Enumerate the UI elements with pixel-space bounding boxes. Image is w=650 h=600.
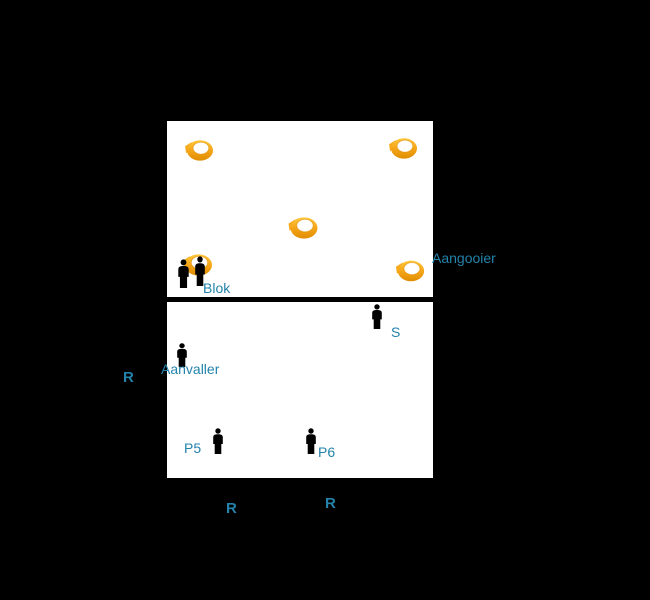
net-line — [167, 297, 433, 302]
player-p5-icon — [212, 428, 224, 454]
ring-aangooier-icon — [396, 257, 426, 284]
ring-middle-icon — [288, 214, 320, 241]
player-p6-icon — [305, 428, 317, 454]
player-setter-icon — [371, 304, 383, 329]
label-r-left: R — [123, 369, 134, 386]
player-blok-left-icon — [177, 259, 190, 288]
label-aangooier: Aangooier — [432, 250, 496, 266]
label-setter: S — [391, 324, 401, 340]
ring-top-right-icon — [389, 135, 419, 161]
label-p6: P6 — [318, 444, 336, 460]
ring-top-left-icon — [185, 137, 215, 163]
label-p5: P5 — [184, 440, 202, 456]
label-r-bottom-left: R — [226, 500, 237, 517]
label-blok: Blok — [203, 280, 231, 296]
label-aanvaller: Aanvaller — [161, 361, 220, 377]
label-r-bottom-right: R — [325, 495, 336, 512]
